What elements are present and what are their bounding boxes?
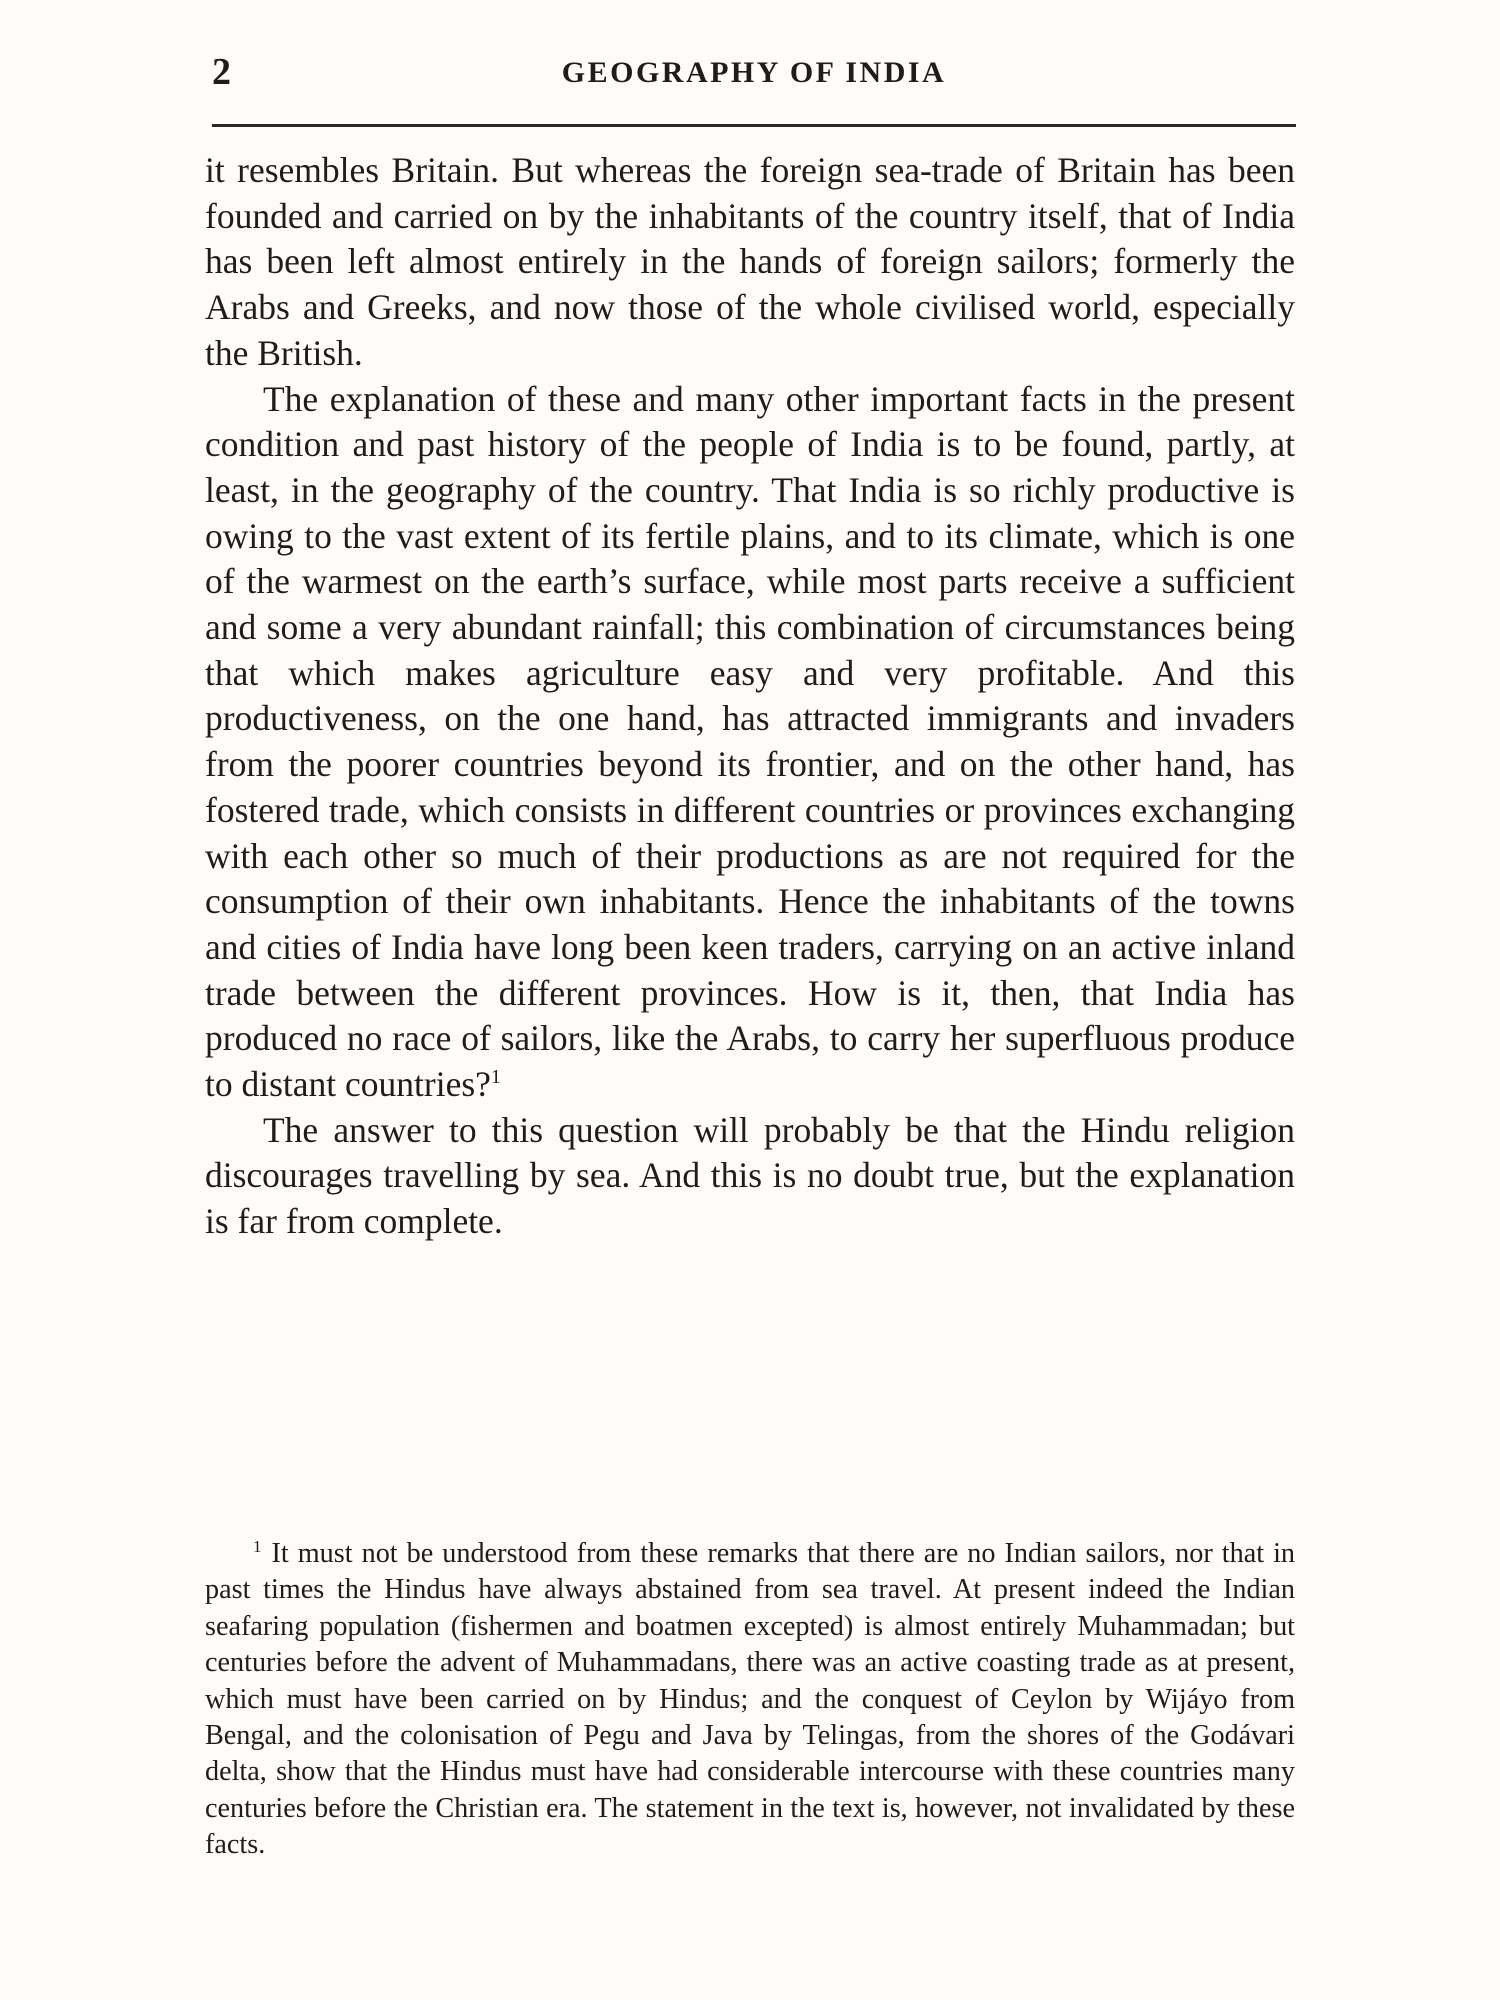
paragraph-text: The explanation of these and many other important facts in the present condition and past history of the people of India is to be found, partly, at least, in the geography of the country. That India is so richly productive is owing to the vast extent of its fertile plains, and to its climate, which is one of the warmest on the earth’s surface, while most parts receive a sufficient and some a very abundant rainfall; this combination of circumstances being that which makes agriculture easy and very profitable. And this productiveness, on the one hand, has attracted immigrants and invaders from the poorer countries beyond its frontier, and on the other hand, has fostered trade, which consists in different countries or provinces exchanging with each other so much of their productions as are not required for the consumption of their own inhabitants. Hence the inhabitants of the towns and cities of India have long been keen traders, carrying on an active inland trade between the different provinces. How is it, then, that India has produced no race of sailors, like the Arabs, to carry her superfluous produce to distant countries? bbox=[205, 378, 1295, 1105]
running-title: GEOGRAPHY OF INDIA bbox=[561, 56, 947, 89]
paragraph-text: The answer to this question will probably be that the Hindu religion discourages travelling by sea. And this is no doubt true, but the explanation is far from complete. bbox=[205, 1109, 1295, 1242]
footnote-marker: 1 bbox=[253, 1536, 262, 1556]
footnote-reference[interactable]: 1 bbox=[490, 1066, 501, 1089]
footnote-1 bbox=[205, 1536, 1295, 1864]
body-text bbox=[205, 148, 1295, 1245]
paragraph-2 bbox=[205, 377, 1295, 1108]
footnotes bbox=[205, 1536, 1295, 1864]
footnote-text: It must not be understood from these remarks that there are no Indian sailors, nor that in past times the Hindus have always abstained from sea travel. At present indeed the Indian seafaring population (fishermen and boatmen excepted) is almost entirely Muhammadan; but centuries before the advent of Muhammadans, there was an active coasting trade as at present, which must have been carried on by Hindus; and the conquest of Ceylon by Wijáyo from Bengal, and the colonisation of Pegu and Java by Telingas, from the shores of the Godávari delta, show that the Hindus must have had considerable intercourse with these countries many centuries before the Christian era. The statement in the text is, however, not invalidated by these facts. bbox=[205, 1538, 1295, 1861]
paragraph-text: it resembles Britain. But whereas the foreign sea-trade of Britain has been founded and carried on by the inhabitants of the country itself, that of India has been left almost entirely in the hands of foreign sailors; formerly the Arabs and Greeks, and now those of the whole civilised world, especially the British. bbox=[205, 150, 1295, 373]
header-rule bbox=[212, 124, 1296, 127]
page-number: 2 bbox=[212, 51, 232, 93]
paragraph-1 bbox=[205, 148, 1295, 377]
paragraph-3 bbox=[205, 1108, 1295, 1245]
page-header bbox=[212, 50, 1296, 100]
